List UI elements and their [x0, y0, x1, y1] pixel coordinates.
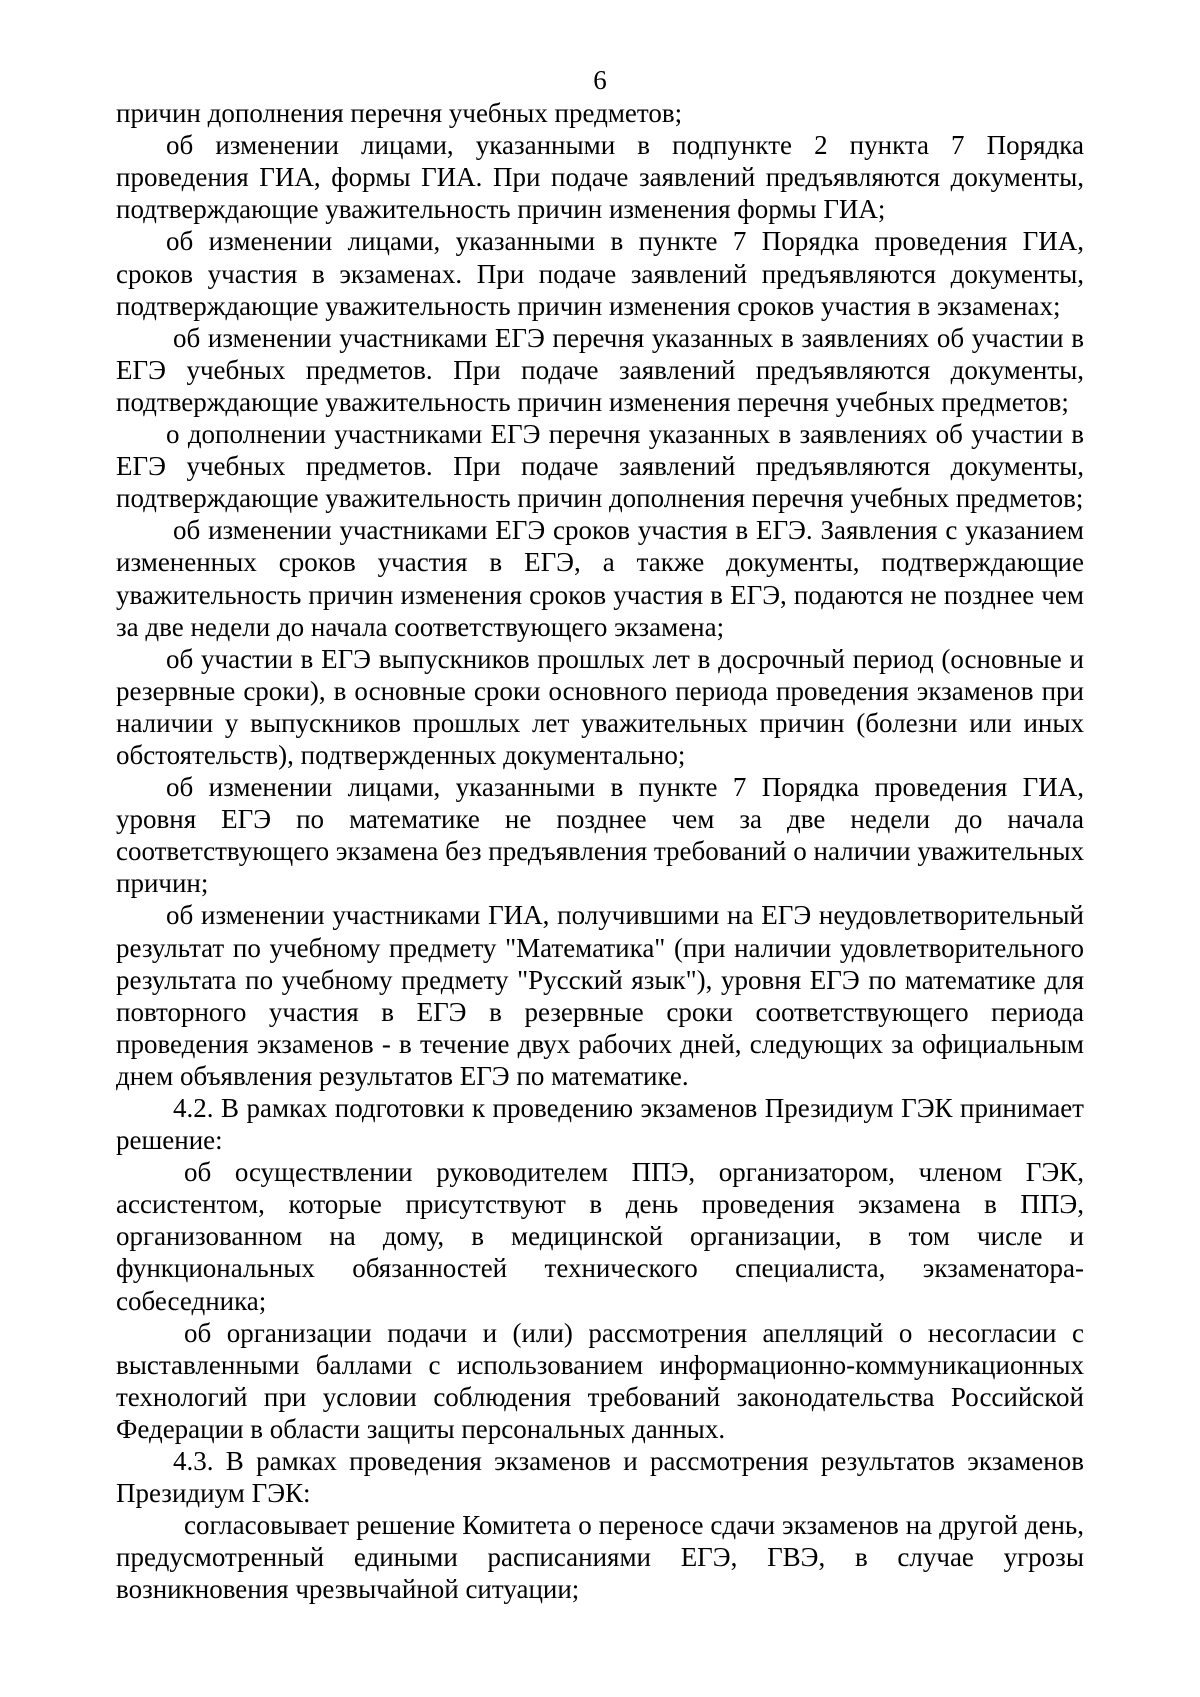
paragraph-section-4-3: 4.3. В рамках проведения экзаменов и рассмотрения результатов экзаменов Президиум ГЭК:: [116, 1446, 1084, 1509]
page-number: 6: [593, 65, 607, 95]
paragraph-exam-reschedule: согласовывает решение Комитета о переносе сдачи экзаменов на другой день, предусмотренный едиными расписаниями ЕГЭ, ГВЭ, в случае угрозы возникновения чрезвычайной ситуации;: [116, 1510, 1084, 1605]
paragraph-graduates-early-period: об участии в ЕГЭ выпускников прошлых лет в досрочный период (основные и резервные сроки), в основные сроки основного периода проведения экзаменов при наличии у выпускников прошлых лет уважительных причин (болезни или иных обстоятельств), подтвержденных документально;: [116, 643, 1084, 770]
paragraph-math-level-change: об изменении лицами, указанными в пункте 7 Порядка проведения ГИА, уровня ЕГЭ по математике не позднее чем за две недели до начала соответствующего экзамена без предъявления требований о наличии уважительных причин;: [116, 772, 1084, 899]
paragraph-math-retake: об изменении участниками ГИА, получившими на ЕГЭ неудовлетворительный результат по учебному предмету "Математика" (при наличии удовлетворительного результата по учебному предмету "Русский язык"), уровня ЕГЭ по математике для повторного участия в ЕГЭ в резервные сроки соответствующего периода проведения экзаменов - в течение двух рабочих дней, следующих за официальным днем объявления результатов ЕГЭ по математике.: [116, 900, 1084, 1091]
paragraph-form-change: об изменении лицами, указанными в подпункте 2 пункта 7 Порядка проведения ГИА, формы ГИА. При подаче заявлений предъявляются документы, подтверждающие уважительность причин изменения формы ГИА;: [116, 130, 1084, 225]
paragraph-continuation: причин дополнения перечня учебных предметов;: [116, 98, 683, 129]
paragraph-subjects-addition: о дополнении участниками ЕГЭ перечня указанных в заявлениях об участии в ЕГЭ учебных предметов. При подаче заявлений предъявляются документы, подтверждающие уважительность причин дополнения перечня учебных предметов;: [116, 419, 1084, 514]
paragraph-ege-dates-change: об изменении участниками ЕГЭ сроков участия в ЕГЭ. Заявления с указанием измененных сроков участия в ЕГЭ, а также документы, подтверждающие уважительность причин изменения сроков участия в ЕГЭ, подаются не позднее чем за две недели до начала соответствующего экзамена;: [116, 515, 1084, 642]
paragraph-appeals-ict: об организации подачи и (или) рассмотрения апелляций о несогласии с выставленными баллами с использованием информационно-коммуникационных технологий при условии соблюдения требований законодательства Российской Федерации в области защиты персональных данных.: [116, 1317, 1084, 1444]
document-page: [116, 64, 1084, 1606]
paragraph-section-4-2: 4.2. В рамках подготовки к проведению экзаменов Президиум ГЭК принимает решение:: [116, 1093, 1084, 1156]
paragraph-subjects-change: об изменении участниками ЕГЭ перечня указанных в заявлениях об участии в ЕГЭ учебных предметов. При подаче заявлений предъявляются документы, подтверждающие уважительность причин изменения перечня учебных предметов;: [116, 322, 1084, 417]
paragraph-exam-dates-change: об изменении лицами, указанными в пункте 7 Порядка проведения ГИА, сроков участия в экзаменах. При подаче заявлений предъявляются документы, подтверждающие уважительность причин изменения сроков участия в экзаменах;: [116, 226, 1084, 321]
paragraph-home-exam-duties: об осуществлении руководителем ППЭ, организатором, членом ГЭК, ассистентом, которые присутствуют в день проведения экзамена в ППЭ, организованном на дому, в медицинской организации, в том числе и функциональных обязанностей технического специалиста, экзаменатора-собеседника;: [116, 1157, 1084, 1316]
